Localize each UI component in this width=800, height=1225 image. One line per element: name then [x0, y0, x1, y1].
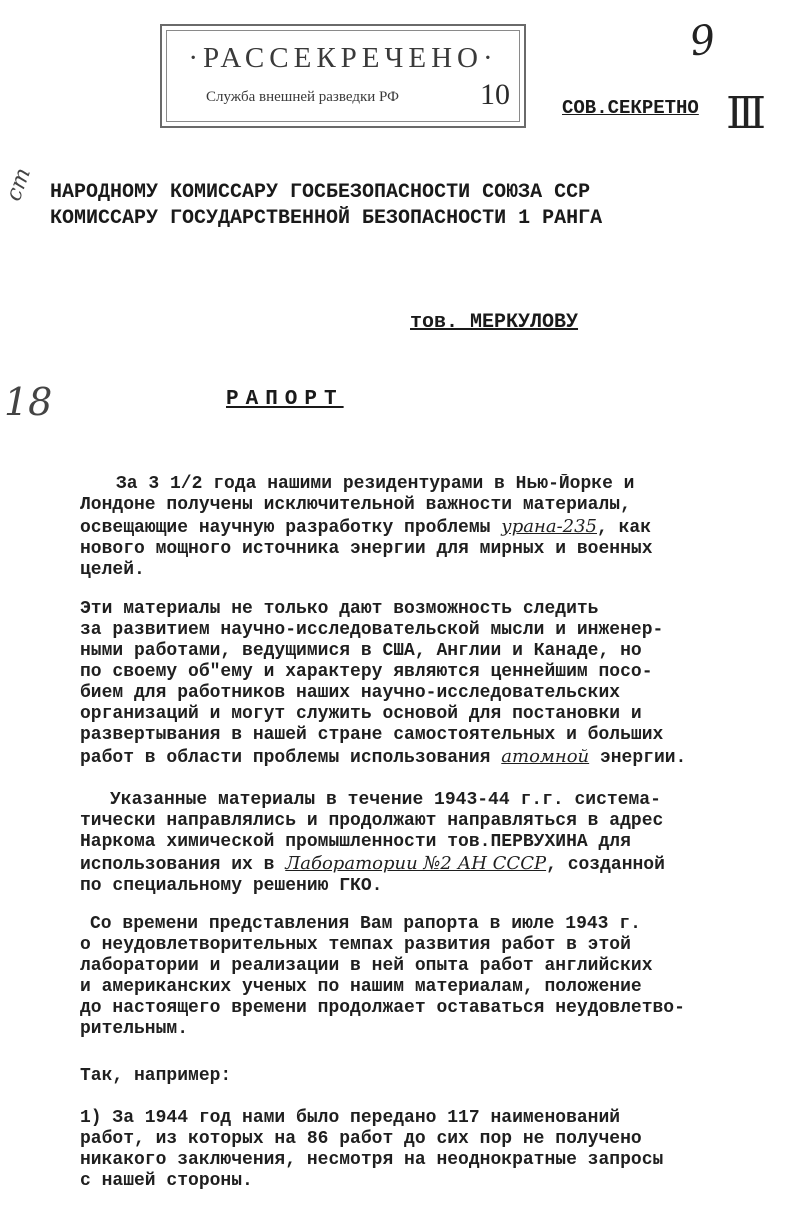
text-line: развертывания в нашей стране самостоятельных и больших	[80, 725, 664, 745]
stamp-number: 10	[480, 78, 510, 111]
handwritten-number: 9	[686, 16, 719, 66]
text-line: Указанные материалы в течение 1943-44 г.г. система-	[110, 790, 661, 810]
text-line: целей.	[80, 560, 145, 580]
handwritten-marks: III	[726, 88, 761, 139]
text-line: Так, например:	[80, 1066, 232, 1086]
text-line: никакого заключения, несмотря на неоднократные запросы	[80, 1150, 664, 1170]
addressee-name: тов. МЕРКУЛОВУ	[410, 311, 579, 334]
text-fragment: использования их в	[80, 855, 286, 875]
text-line: тически направлялись и продолжают направляться в адрес	[80, 811, 664, 831]
text-line	[80, 746, 796, 769]
text-line: за развитием научно-исследовательской мысли и инженер-	[80, 620, 664, 640]
stamp-subtitle: Служба внешней разведки РФ	[206, 89, 399, 105]
paragraph	[80, 1108, 796, 1192]
margin-note: 18	[4, 380, 53, 424]
addressee-block	[50, 180, 602, 232]
margin-note: ст	[1, 164, 37, 205]
handwritten-insert: урана-235	[501, 516, 598, 537]
text-line	[80, 516, 796, 539]
text-fragment: работ в области проблемы использования	[80, 748, 502, 768]
text-fragment: освещающие научную разработку проблемы	[80, 518, 502, 538]
text-line: бием для работников наших научно-исследовательских	[80, 683, 621, 703]
handwritten-insert: Лаборатории №2 АН СССР	[285, 853, 547, 874]
text-fragment: , как	[597, 518, 652, 538]
paragraph	[80, 914, 796, 1040]
text-line: по специальному решению ГКО.	[80, 876, 383, 896]
text-fragment: энергии.	[589, 748, 687, 768]
paragraph	[80, 1066, 796, 1087]
text-line: Наркома химической промышленности тов.ПЕРВУХИНА для	[80, 832, 631, 852]
paragraph	[80, 599, 796, 769]
addressee-line: НАРОДНОМУ КОМИССАРУ ГОСБЕЗОПАСНОСТИ СОЮЗА ССР	[50, 181, 591, 204]
document-title: РАПОРТ	[226, 388, 344, 411]
handwritten-insert: атомной	[501, 746, 590, 767]
text-line: организаций и могут служить основой для постановки и	[80, 704, 642, 724]
text-line: За 3 1/2 года нашими резидентурами в Нью-Йорке и	[116, 474, 635, 494]
paragraph	[80, 474, 796, 581]
text-line	[80, 853, 796, 876]
classification-label: СОВ.СЕКРЕТНО	[562, 97, 699, 119]
text-line: лаборатории и реализации в ней опыта работ английских	[80, 956, 653, 976]
text-line: и американских ученых по нашим материалам, положение	[80, 977, 642, 997]
text-line: работ, из которых на 86 работ до сих пор не получено	[80, 1129, 642, 1149]
declassified-stamp	[160, 24, 526, 128]
stamp-title: ·РАССЕКРЕЧЕНО·	[188, 42, 498, 74]
text-line: 1) За 1944 год нами было передано 117 наименований	[80, 1108, 621, 1128]
text-line: по своему об"ему и характеру являются ценнейшим посо-	[80, 662, 653, 682]
text-line: Эти материалы не только дают возможность следить	[80, 599, 599, 619]
text-fragment: , созданной	[546, 855, 665, 875]
text-line: Со времени представления Вам рапорта в июле 1943 г.	[90, 914, 641, 934]
text-line: нового мощного источника энергии для мирных и военных	[80, 539, 653, 559]
text-line: до настоящего времени продолжает оставаться неудовлетво-	[80, 998, 685, 1018]
addressee-line: КОМИССАРУ ГОСУДАРСТВЕННОЙ БЕЗОПАСНОСТИ 1 РАНГА	[50, 207, 603, 230]
text-line: о неудовлетворительных темпах развития работ в этой	[80, 935, 631, 955]
text-line: ными работами, ведущимися в США, Англии и Канаде, но	[80, 641, 642, 661]
text-line: рительным.	[80, 1019, 189, 1039]
text-line: с нашей стороны.	[80, 1171, 253, 1191]
paragraph	[80, 790, 796, 897]
text-line: Лондоне получены исключительной важности материалы,	[80, 495, 631, 515]
